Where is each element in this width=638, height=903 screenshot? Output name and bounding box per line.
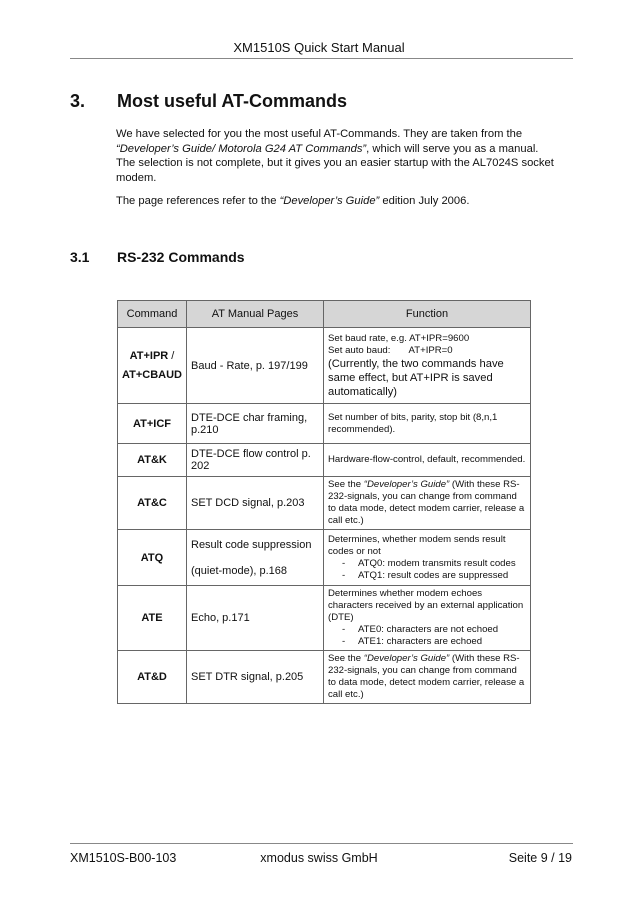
pages-cell: Baud - Rate, p. 197/199 — [187, 328, 324, 404]
reference-paragraph: The page references refer to the “Developer’s Guide” edition July 2006. — [116, 195, 470, 207]
subsection-number: 3.1 — [70, 249, 90, 265]
section-number: 3. — [70, 91, 86, 111]
function-cell: See the “Developer’s Guide” (With these RS-232-signals, you can change from command to data mode, detect modem carrier, release a call etc.) — [324, 651, 531, 704]
command-cell: AT+ICF — [118, 404, 187, 444]
function-cell: See the “Developer’s Guide” (With these RS-232-signals, you can change from command to data mode, detect modem carrier, release a call etc.) — [324, 477, 531, 530]
command-cell: AT&C — [118, 477, 187, 530]
intro-paragraph: We have selected for you the most useful AT-Commands. They are taken from the “Developer’s Guide/ Motorola G24 AT Commands”, which will serve you as a manual. The selection is not complete, but it gives you an easier startup with the AL7024S socket modem. — [116, 128, 554, 184]
table-row — [118, 328, 531, 404]
header-function: Function — [324, 301, 531, 328]
subsection-title: RS-232 Commands — [117, 249, 245, 265]
header-command: Command — [118, 301, 187, 328]
section-title: Most useful AT-Commands — [117, 91, 348, 111]
command-cell: AT+IPR / AT+CBAUD — [118, 328, 187, 404]
command-cell: ATQ — [118, 530, 187, 586]
pages-cell: SET DCD signal, p.203 — [187, 477, 324, 530]
table-row — [118, 404, 531, 444]
footer-doc-id: XM1510S-B00-103 — [70, 851, 177, 865]
pages-cell: SET DTR signal, p.205 — [187, 651, 324, 704]
pages-cell: Result code suppression (quiet-mode), p.168 — [187, 530, 324, 586]
pages-cell: DTE-DCE char framing, p.210 — [187, 404, 324, 444]
command-cell: AT&D — [118, 651, 187, 704]
footer-rule — [70, 843, 573, 844]
footer-company: xmodus swiss GmbH — [260, 851, 378, 865]
table-row — [118, 530, 531, 586]
command-cell: AT&K — [118, 444, 187, 477]
function-cell: Hardware-flow-control, default, recommended. — [324, 444, 531, 477]
table-row — [118, 586, 531, 651]
table-header-row — [118, 301, 531, 328]
function-cell: Set baud rate, e.g. AT+IPR=9600 Set auto baud: AT+IPR=0 (Currently, the two commands have same effect, but AT+IPR is saved automatically) — [324, 328, 531, 404]
pages-cell: Echo, p.171 — [187, 586, 324, 651]
table-row — [118, 477, 531, 530]
function-cell: Determines whether modem echoes characters received by an external application (DTE) - ATE0: characters are not echoed - ATE1: characters are echoed — [324, 586, 531, 651]
commands-table — [117, 300, 531, 704]
header-rule — [70, 58, 573, 59]
page-header: XM1510S Quick Start Manual — [233, 40, 405, 55]
table-row — [118, 651, 531, 704]
function-cell: Set number of bits, parity, stop bit (8,n,1 recommended). — [324, 404, 531, 444]
command-cell: ATE — [118, 586, 187, 651]
table-row — [118, 444, 531, 477]
pages-cell: DTE-DCE flow control p. 202 — [187, 444, 324, 477]
function-cell: Determines, whether modem sends result codes or not - ATQ0: modem transmits result codes - ATQ1: result codes are suppressed — [324, 530, 531, 586]
header-pages: AT Manual Pages — [187, 301, 324, 328]
footer-page-number: Seite 9 / 19 — [508, 851, 572, 865]
